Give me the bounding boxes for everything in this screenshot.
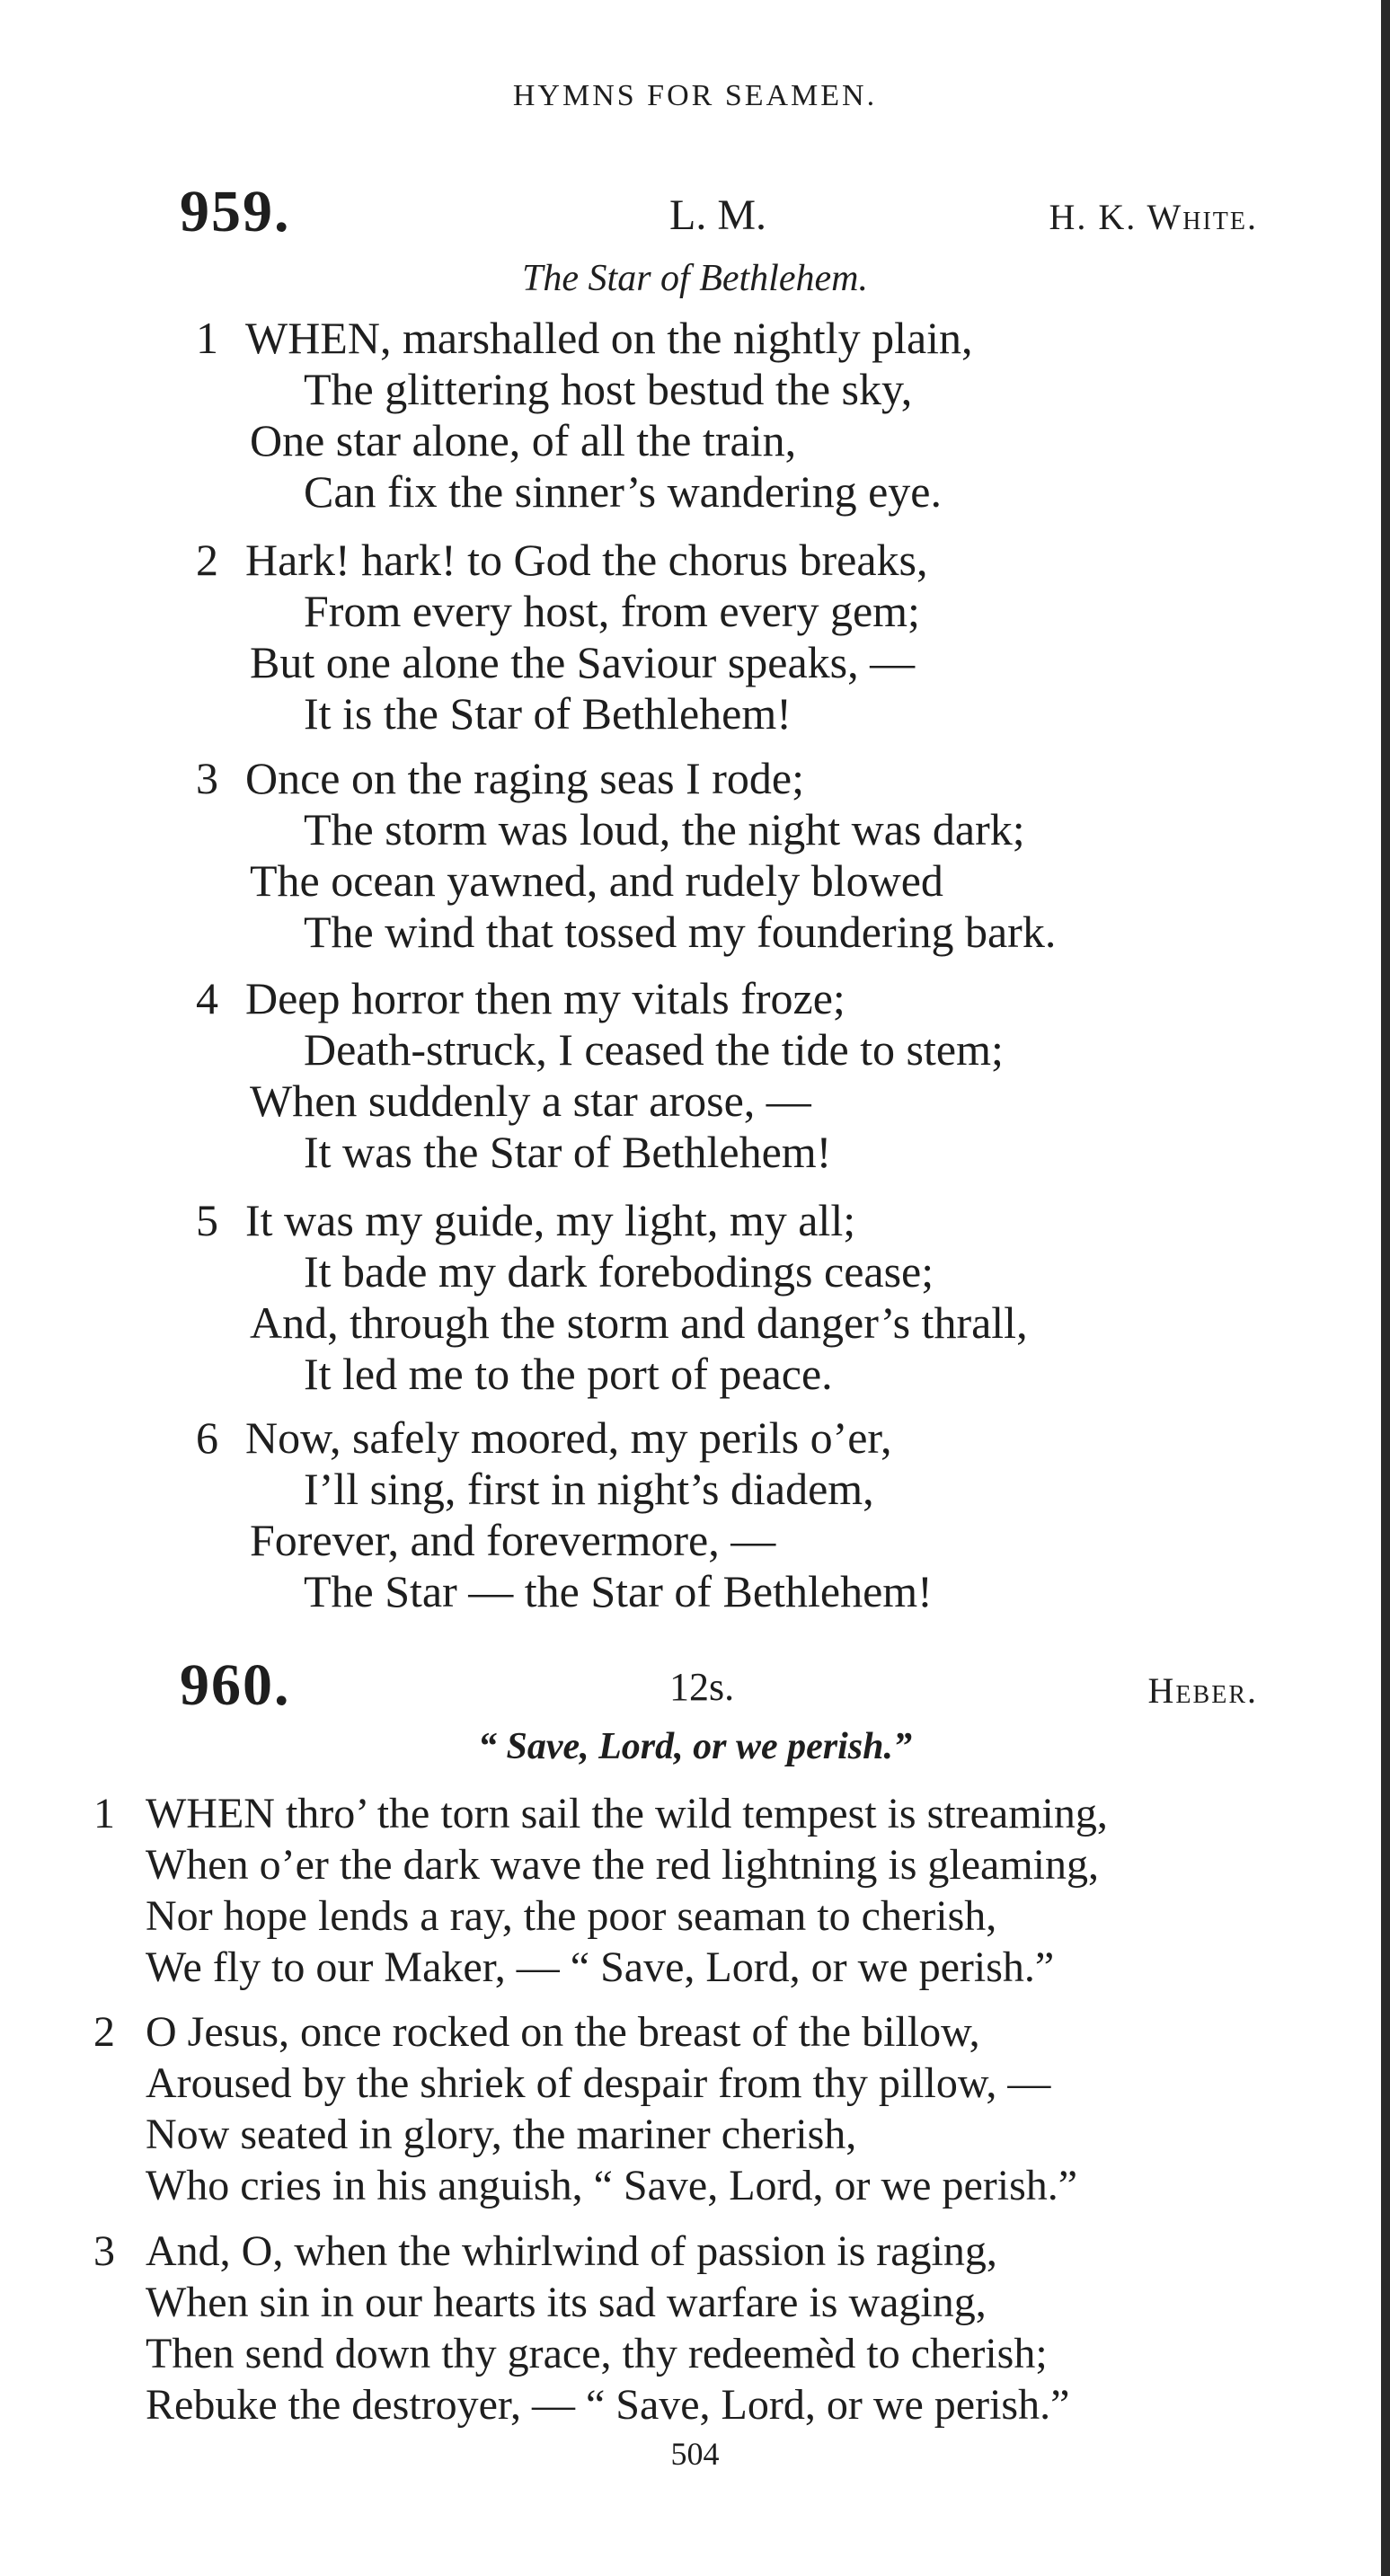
stanza-number: 2 [93,2008,115,2056]
verse-text: And, O, when the whirlwind of passion is raging, [146,2227,997,2275]
hymn-meter: 12s. [669,1665,735,1709]
stanza-number: 4 [196,973,218,1023]
stanza-number: 6 [196,1412,218,1463]
stanza-number: 5 [196,1195,218,1245]
verse-line: It is the Star of Bethlehem! [304,688,792,739]
stanza-number: 1 [196,313,218,363]
stanza-number: 1 [93,1790,115,1837]
hymn-959-header [180,178,1258,244]
verse-line: Rebuke the destroyer, — “ Save, Lord, or we perish.” [146,2381,1070,2429]
stanza-4 [196,973,1004,1178]
stanza-number: 3 [93,2227,115,2275]
stanza-5 [196,1195,1028,1400]
verse-text: O Jesus, once rocked on the breast of the billow, [146,2008,980,2056]
verse-line [93,2226,1069,2277]
verse-line: The storm was loud, the night was dark; [304,804,1025,854]
verse-line: From every host, from every gem; [304,586,920,636]
verse-line: It bade my dark forebodings cease; [304,1246,934,1297]
stanza-1 [93,1788,1108,1993]
verse-line: One star alone, of all the train, [250,415,797,465]
stanza-number: 3 [196,753,218,803]
stanza-1 [196,313,973,518]
verse-line: It was the Star of Bethlehem! [304,1127,832,1177]
verse-line: We fly to our Maker, — “ Save, Lord, or we perish.” [146,1943,1055,1991]
verse-line [196,535,927,586]
page-number: 504 [670,2436,720,2472]
verse-line: Death-struck, I ceased the tide to stem; [304,1024,1004,1075]
hymn-author: Heber. [1147,1670,1258,1711]
verse-text: Deep horror then my vitals froze; [245,973,846,1023]
verse-line: It led me to the port of peace. [304,1349,833,1399]
page-edge [1381,0,1390,2576]
hymn-number: 959. [180,179,291,244]
stanza-2 [93,2006,1077,2211]
running-head: HYMNS FOR SEAMEN. [512,79,878,112]
verse-line: Who cries in his anguish, “ Save, Lord, or we perish.” [146,2162,1078,2209]
verse-text: It was my guide, my light, my all; [245,1195,856,1245]
hymn-subtitle: “ Save, Lord, or we perish.” [478,1726,912,1767]
verse-line: But one alone the Saviour speaks, — [250,637,916,687]
verse-line: When o’er the dark wave the red lightning is gleaming, [146,1841,1099,1889]
verse-line: The ocean yawned, and rudely blowed [250,855,943,906]
verse-line [196,1412,933,1464]
verse-line [93,1788,1108,1839]
hymn-meter: L. M. [669,191,766,239]
verse-line: When suddenly a star arose, — [250,1076,811,1126]
verse-text: WHEN, marshalled on the nightly plain, [245,313,973,363]
verse-line: Nor hope lends a ray, the poor seaman to cherish, [146,1892,997,1940]
hymn-number: 960. [180,1652,291,1718]
verse-line: Forever, and forevermore, — [250,1515,776,1565]
stanza-6 [196,1412,933,1617]
verse-text: Hark! hark! to God the chorus breaks, [245,535,928,585]
hymn-subtitle: The Star of Bethlehem. [522,258,868,299]
verse-line: The Star — the Star of Bethlehem! [304,1566,933,1616]
verse-line: I’ll sing, first in night’s diadem, [304,1464,874,1514]
verse-line [93,2006,1077,2058]
verse-line: Now seated in glory, the mariner cherish, [146,2111,857,2158]
verse-text: Now, safely moored, my perils o’er, [245,1412,892,1463]
hymn-author: H. K. White. [1049,197,1258,237]
verse-text: WHEN thro’ the torn sail the wild tempest is streaming, [146,1790,1108,1837]
stanza-3 [196,753,1056,958]
verse-line: The wind that tossed my foundering bark. [304,907,1057,957]
verse-text: Once on the raging seas I rode; [245,753,804,803]
verse-line: When sin in our hearts its sad warfare is waging, [146,2279,987,2326]
verse-line [196,313,973,364]
stanza-2 [196,535,927,739]
verse-line: Aroused by the shriek of despair from thy pillow, — [146,2059,1051,2107]
verse-line [196,753,1056,804]
stanza-3 [93,2226,1069,2430]
verse-line: Then send down thy grace, thy redeemèd to cherish; [146,2330,1048,2377]
verse-line: The glittering host bestud the sky, [304,364,913,414]
verse-line: Can fix the sinner’s wandering eye. [304,466,942,517]
verse-line [196,973,1004,1024]
verse-line: And, through the storm and danger’s thrall, [250,1297,1028,1348]
hymn-960-header [180,1651,1258,1718]
stanza-number: 2 [196,535,218,585]
verse-line [196,1195,1028,1246]
